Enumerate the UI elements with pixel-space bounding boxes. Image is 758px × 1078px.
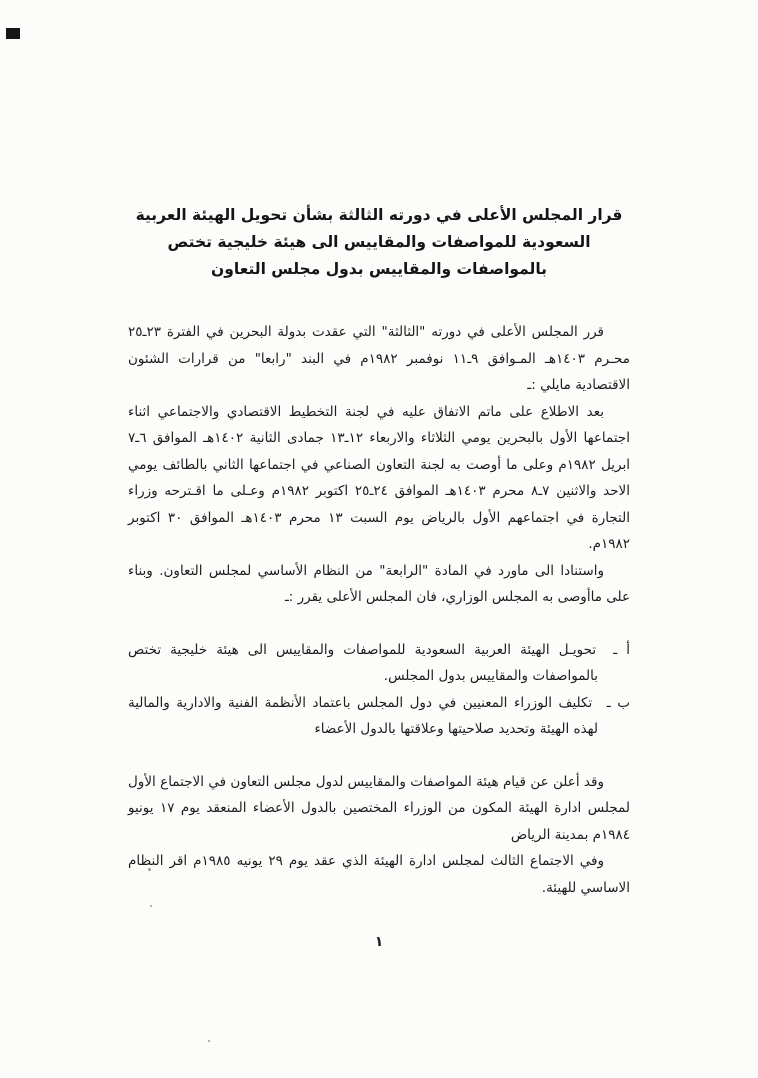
title-line-2: السعودية للمواصفات والمقاييس الى هيئة خليجية تختص xyxy=(167,233,591,251)
list-item-a-text: تحويـل الهيئة العربية السعودية للمواصفات والمقاييس الى هيئة خليجية تختص بالمواصفات والمقاييس بدول المجلس. xyxy=(128,641,598,684)
list-item-b xyxy=(128,690,630,743)
title-line-3: بالمواصفات والمقاييس بدول مجلس التعاون xyxy=(211,260,547,278)
document-title xyxy=(128,202,630,283)
resolution-items-list xyxy=(128,637,630,743)
scan-speck xyxy=(208,1040,210,1042)
paragraph-third-meeting: وفي الاجتماع الثالث لمجلس ادارة الهيئة الذي عقد يوم ٢٩ يونيه ١٩٨٥م اقر النظام الاساسي للهيئة. xyxy=(128,853,630,896)
list-item-a xyxy=(128,637,630,690)
paragraph-preamble: بعد الاطلاع على ماتم الاتفاق عليه في لجنة التخطيط الاقتصادي والاجتماعي اثناء اجتماعها الأول بالبحرين يومي الثلاثاء والاربعاء ١٢ـ١٣ جمادى الثانية ١٤٠٢هـ الموافق ٦ـ٧ ابريل ١٩٨٢م وعلى ما أوصت به لجنة التعاون الصناعي في اجتماعها الثاني بالطائف يومي الاحد والاثنين ٧ـ٨ محرم ١٤٠٣هـ الموافق ٢٤ـ٢٥ اكتوبر ١٩٨٢م وعـلى ما اقـترحه وزراء التجارة في اجتماعهم الأول بالرياض يوم السبت ١٣ محرم ١٤٠٣هـ الموافق ٣٠ اكتوبر ١٩٨٢م. xyxy=(128,403,631,552)
scan-artifact-mark xyxy=(6,28,20,39)
list-item-a-marker: أ ـ xyxy=(613,641,630,658)
paragraph-announcement: وقد أعلن عن قيام هيئة المواصفات والمقاييس لدول مجلس التعاون في الاجتماع الأول لمجلس ادارة الهيئة المكون من الوزراء المختصين بالدول الأعضاء المنعقد يوم ١٧ يونيو ١٩٨٤م بمدينة الرياض xyxy=(128,773,631,843)
list-item-b-text: تكليف الوزراء المعنيين في دول المجلس باعتماد الأنظمة الفنية والادارية والمالية لهذه الهيئة وتحديد صلاحيتها وعلاقتها بالدول الأعضاء xyxy=(128,694,598,737)
paragraph-resolution-intro: قرر المجلس الأعلى في دورته "الثالثة" التي عقدت بدولة البحرين في الفترة ٢٣ـ٢٥ محـرم ١٤٠٣هـ المـوافق ٩ـ١١ نوفمبر ١٩٨٢م في البند "رابعا" من قرارات الشئون الاقتصادية مايلي :ـ xyxy=(128,324,630,393)
paragraph-basis: واستنادا الى ماورد في المادة "الرابعة" من النظام الأساسي لمجلس التعاون. وبناء على ماأوصى به المجلس الوزاري، فان المجلس الأعلى يقرر :ـ xyxy=(128,562,630,605)
title-line-1: قرار المجلس الأعلى في دورته الثالثة بشأن تحويل الهيئة العربية xyxy=(135,206,623,224)
document-content xyxy=(128,202,630,901)
page-number: ١ xyxy=(374,934,384,950)
scan-speck xyxy=(150,905,152,907)
list-item-b-marker: ب ـ xyxy=(606,694,630,711)
